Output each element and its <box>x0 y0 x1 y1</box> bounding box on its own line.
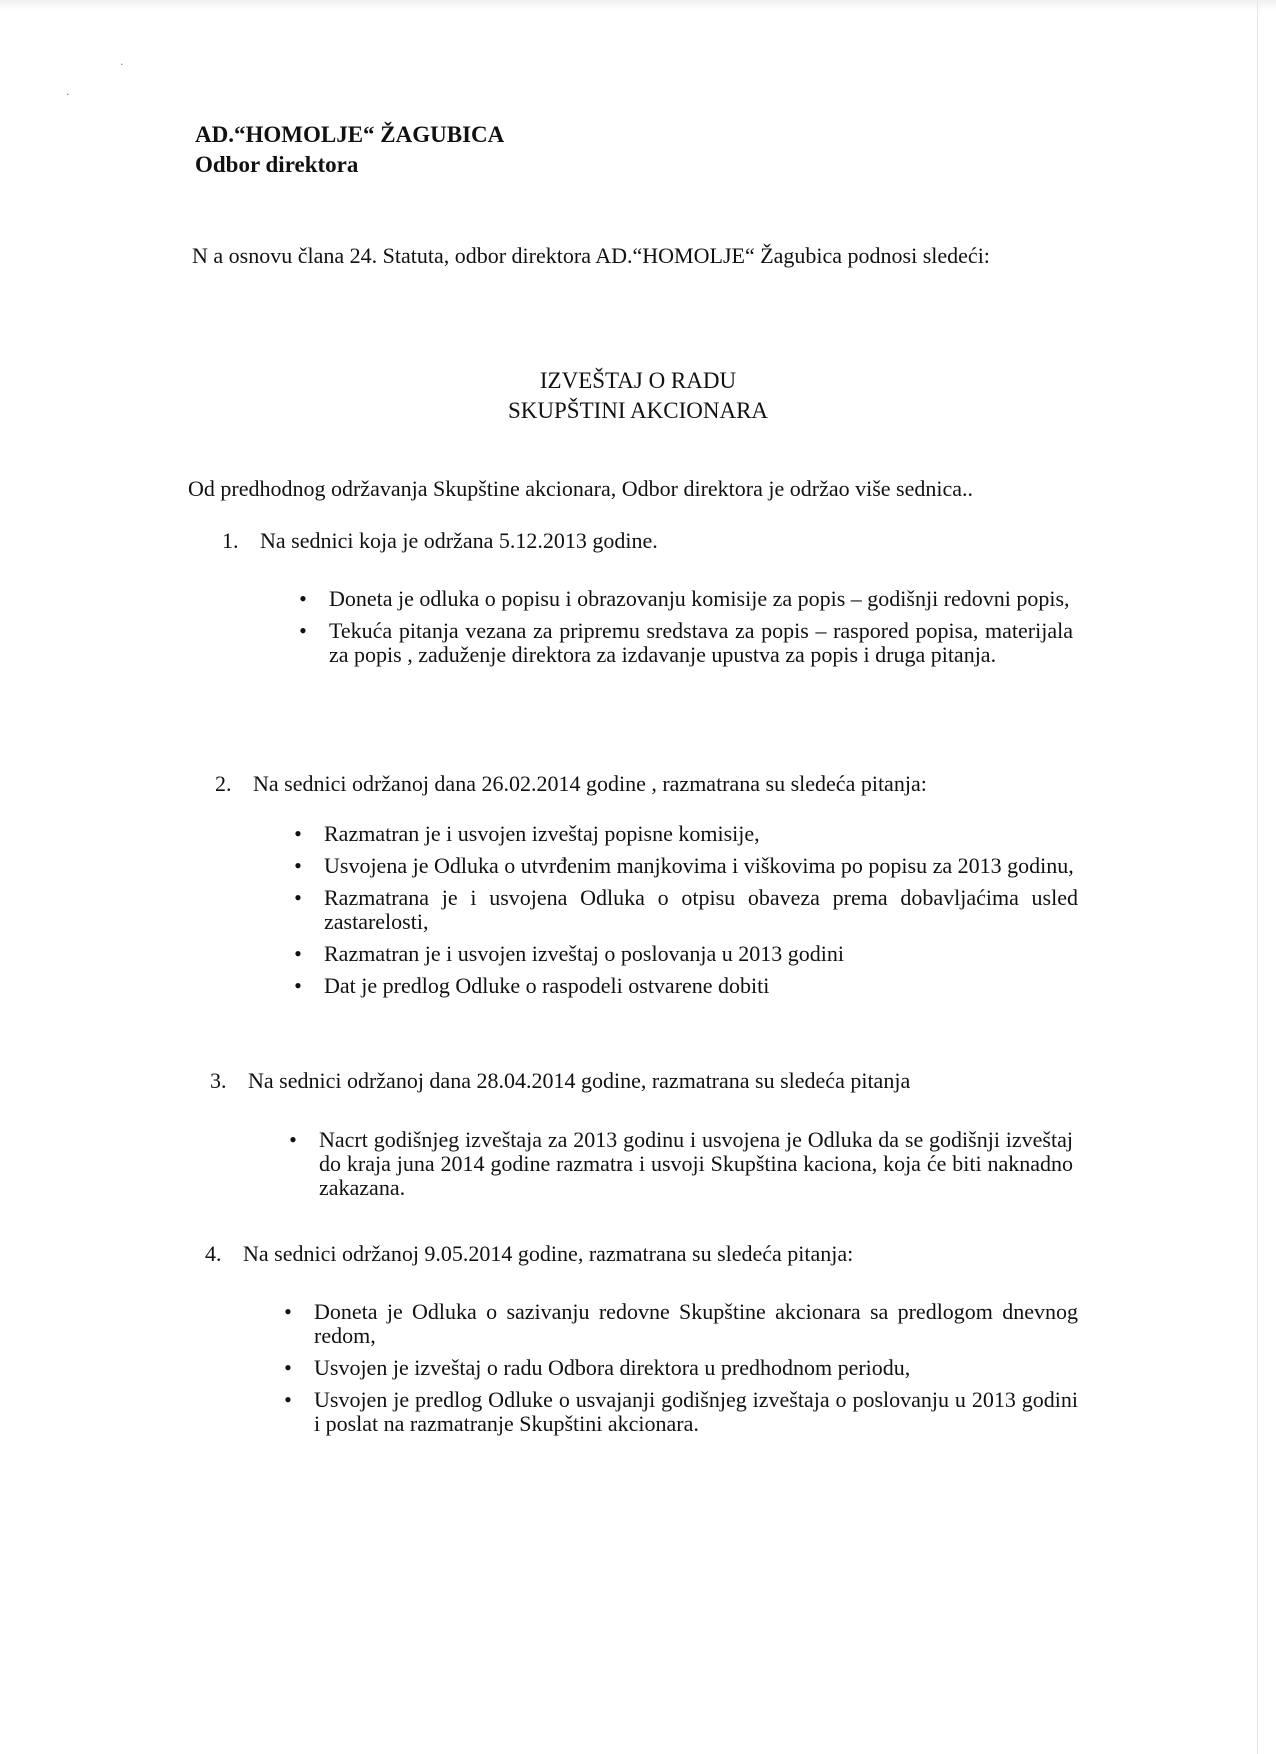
letterhead <box>195 120 504 180</box>
bullet-icon: • <box>299 618 307 643</box>
list-item <box>288 822 1078 846</box>
list-item-text: Doneta je odluka o popisu i obrazovanju komisije za popis – godišnji redovni popis, <box>329 586 1070 611</box>
bullet-icon: • <box>294 853 302 878</box>
list-item <box>278 1300 1078 1348</box>
list-item-text: Nacrt godišnjeg izveštaja za 2013 godinu i usvojena je Odluka da se godišnji izveštaj do kraja juna 2014 godine razmatra i usvoji Skupština kaciona, koja će biti naknadno zakazana. <box>319 1127 1073 1200</box>
session-number: 3. <box>210 1068 227 1093</box>
list-item <box>293 619 1073 667</box>
bullet-icon: • <box>284 1387 292 1412</box>
bullet-icon: • <box>299 586 307 611</box>
list-item <box>278 1356 1078 1380</box>
session-text: Na sednici održanoj 9.05.2014 godine, razmatrana su sledeća pitanja: <box>243 1241 854 1266</box>
session-text: Na sednici koja je održana 5.12.2013 godine. <box>260 528 658 553</box>
company-name: AD.“HOMOLJE“ ŽAGUBICA <box>195 122 505 147</box>
list-item-text: Dat je predlog Odluke o raspodeli ostvarene dobiti <box>324 973 770 998</box>
report-title-line-1: IZVEŠTAJ O RADU <box>539 368 737 393</box>
list-item <box>278 1388 1078 1436</box>
board-name: Odbor direktora <box>195 152 359 177</box>
report-title <box>0 366 1276 426</box>
session-item-list <box>283 1128 1073 1208</box>
scan-speck: · <box>66 88 70 101</box>
bullet-icon: • <box>284 1355 292 1380</box>
list-item <box>293 587 1073 611</box>
scan-top-shadow <box>0 0 1276 10</box>
list-item <box>283 1128 1073 1200</box>
bullet-icon: • <box>289 1127 297 1152</box>
session-number: 1. <box>222 528 239 553</box>
scan-right-edge <box>1257 0 1258 1754</box>
list-item <box>288 854 1078 878</box>
session-item-list <box>288 822 1078 1006</box>
list-item-text: Usvojen je predlog Odluke o usvajanji godišnjeg izveštaja o poslovanju u 2013 godini i poslat na razmatranje Skupštini akcionara. <box>314 1387 1078 1436</box>
bullet-icon: • <box>294 885 302 910</box>
list-item <box>288 942 1078 966</box>
list-item <box>288 974 1078 998</box>
list-item-text: Usvojena je Odluka o utvrđenim manjkovima i viškovima po popisu za 2013 godinu, <box>324 853 1074 878</box>
session-number: 4. <box>205 1241 222 1266</box>
list-item-text: Razmatran je i usvojen izveštaj o poslovanja u 2013 godini <box>324 941 844 966</box>
session-text: Na sednici održanoj dana 28.04.2014 godine, razmatrana su sledeća pitanja <box>248 1068 911 1093</box>
lead-paragraph: Od predhodnog održavanja Skupštine akcionara, Odbor direktora je održao više sednica.. <box>188 476 974 501</box>
list-item <box>288 886 1078 934</box>
list-item-text: Doneta je Odluka o sazivanju redovne Skupštine akcionara sa predlogom dnevnog redom, <box>314 1299 1078 1348</box>
session-text: Na sednici održanoj dana 26.02.2014 godine , razmatrana su sledeća pitanja: <box>253 771 927 796</box>
report-title-line-2: SKUPŠTINI AKCIONARA <box>507 398 769 423</box>
intro-paragraph: N a osnovu člana 24. Statuta, odbor direktora AD.“HOMOLJE“ Žagubica podnosi sledeći: <box>192 243 990 268</box>
list-item-text: Tekuća pitanja vezana za pripremu sredstava za popis – raspored popisa, materijala za popis , zaduženje direktora za izdavanje upustva za popis i druga pitanja. <box>329 618 1073 667</box>
session-item-list <box>293 587 1073 675</box>
bullet-icon: • <box>294 973 302 998</box>
list-item-text: Razmatran je i usvojen izveštaj popisne komisije, <box>324 821 760 846</box>
bullet-icon: • <box>294 821 302 846</box>
session-number: 2. <box>215 771 232 796</box>
bullet-icon: • <box>284 1299 292 1324</box>
scan-speck: · <box>120 58 124 71</box>
bullet-icon: • <box>294 941 302 966</box>
list-item-text: Razmatrana je i usvojena Odluka o otpisu obaveza prema dobavljaćima usled zastarelosti, <box>324 885 1078 934</box>
session-item-list <box>278 1300 1078 1444</box>
list-item-text: Usvojen je izveštaj o radu Odbora direktora u predhodnom periodu, <box>314 1355 911 1380</box>
